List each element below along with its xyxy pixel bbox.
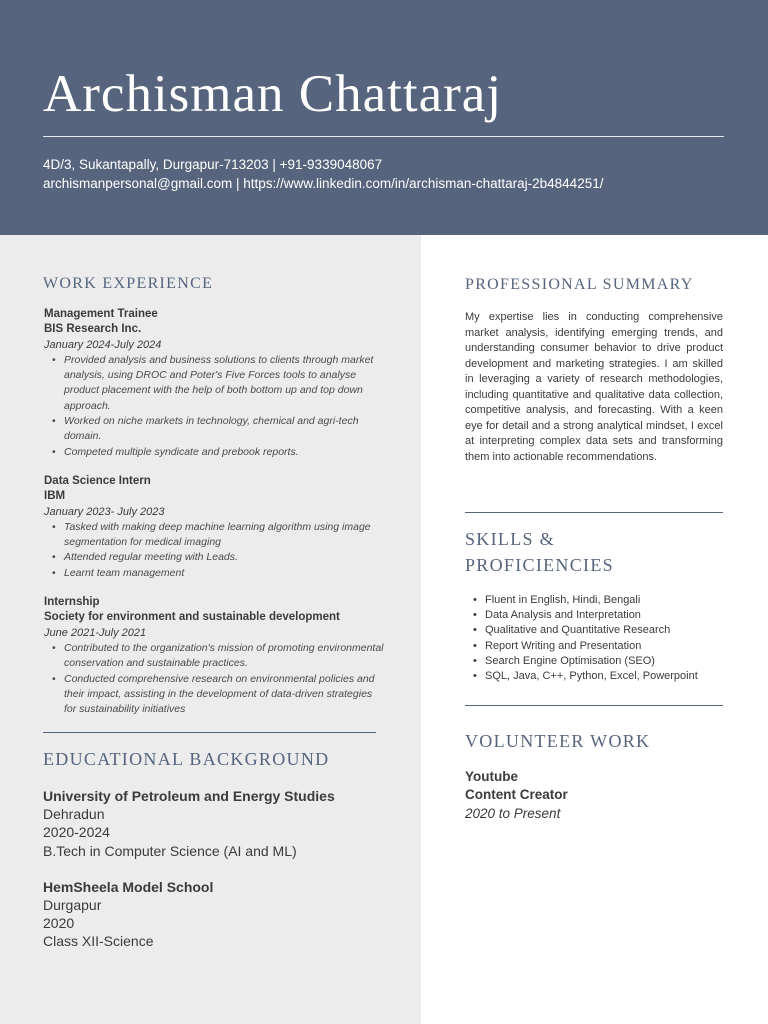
skill-item: • Search Engine Optimisation (SEO) bbox=[485, 654, 723, 669]
job-bullet: • Competed multiple syndicate and prebook reports. bbox=[64, 445, 384, 460]
work-experience-title: WORK EXPERIENCE bbox=[43, 275, 214, 292]
job-bullet: • Provided analysis and business solutions to clients through market analysis, using DROC and Poter's Five Forces tools to analyse product placement with the help of both bottom up and top down approach. bbox=[64, 353, 384, 414]
header-divider bbox=[43, 136, 724, 137]
school-location: Dehradun bbox=[43, 806, 105, 823]
professional-summary-title: PROFESSIONAL SUMMARY bbox=[465, 276, 694, 293]
job-bullet: • Conducted comprehensive research on environmental policies and their impact, assisting in the development of data-driven strategies for sustainability initiatives bbox=[64, 672, 384, 718]
job-dates: June 2021-July 2021 bbox=[44, 626, 147, 639]
left-column bbox=[0, 235, 421, 1024]
job-bullets bbox=[44, 641, 384, 717]
right-column bbox=[421, 235, 768, 1024]
contact-email-linkedin: archismanpersonal@gmail.com | https://www.linkedin.com/in/archisman-chattaraj-2b4844251/ bbox=[43, 175, 604, 191]
education-list bbox=[43, 787, 383, 969]
job-organization: Society for environment and sustainable development bbox=[44, 611, 340, 624]
school-name: HemSheela Model School bbox=[43, 878, 214, 895]
job-entry bbox=[44, 474, 384, 581]
education-degree: Class XII-Science bbox=[43, 933, 154, 950]
skills-title: SKILLS & PROFICIENCIES bbox=[465, 529, 614, 575]
skill-item: • Fluent in English, Hindi, Bengali bbox=[485, 593, 723, 608]
education-years: 2020 bbox=[43, 915, 75, 932]
volunteer-role: Content Creator bbox=[465, 787, 568, 803]
job-bullet: • Learnt team management bbox=[64, 566, 384, 581]
volunteer-dates: 2020 to Present bbox=[465, 805, 561, 821]
school-name: University of Petroleum and Energy Studies bbox=[43, 788, 335, 804]
volunteer-work-title: VOLUNTEER WORK bbox=[465, 731, 651, 751]
education-entry bbox=[43, 787, 383, 860]
skill-item: • Report Writing and Presentation bbox=[485, 639, 723, 654]
resume-header bbox=[0, 0, 768, 235]
job-role: Management Trainee bbox=[44, 308, 158, 320]
skill-item: • Qualitative and Quantitative Research bbox=[485, 623, 723, 638]
job-bullet: • Tasked with making deep machine learning algorithm using image segmentation for medical imaging bbox=[64, 520, 384, 551]
work-experience-list bbox=[44, 307, 384, 731]
skill-item: • SQL, Java, C++, Python, Excel, Powerpoint bbox=[485, 669, 723, 684]
job-bullet: • Contributed to the organization's mission of promoting environmental conservation and sustainable practices. bbox=[64, 641, 384, 672]
job-dates: January 2023- July 2023 bbox=[44, 505, 165, 518]
skill-item: • Data Analysis and Interpretation bbox=[485, 608, 723, 623]
skills-list bbox=[465, 593, 723, 684]
education-entry bbox=[43, 878, 383, 951]
job-entry bbox=[44, 307, 384, 460]
job-dates: January 2024-July 2024 bbox=[44, 338, 162, 351]
job-role: Internship bbox=[44, 596, 100, 609]
job-organization: BIS Research Inc. bbox=[44, 323, 142, 336]
job-bullets bbox=[44, 520, 384, 581]
education-title: EDUCATIONAL BACKGROUND bbox=[43, 749, 330, 769]
job-bullets bbox=[44, 353, 384, 460]
section-divider bbox=[465, 705, 723, 706]
job-entry bbox=[44, 595, 384, 717]
contact-address-phone: 4D/3, Sukantapally, Durgapur-713203 | +91-9339048067 bbox=[43, 157, 383, 172]
education-years: 2020-2024 bbox=[43, 824, 110, 841]
section-divider bbox=[43, 732, 376, 733]
candidate-name: Archisman Chattaraj bbox=[43, 65, 503, 123]
section-divider bbox=[465, 512, 723, 513]
job-organization: IBM bbox=[44, 490, 66, 503]
professional-summary-text: My expertise lies in conducting comprehensive market analysis, identifying emerging trends, and understanding consumer behavior to drive product development and marketing strategies. I am skilled in leveraging a variety of research methodologies, including quantitative and qualitative data collection, competitive analysis, and forecasting. With a keen eye for detail and a strong analytical mindset, I excel at interpreting complex data sets and transforming them into actionable recommendations. bbox=[465, 311, 723, 463]
education-degree: B.Tech in Computer Science (AI and ML) bbox=[43, 842, 297, 859]
volunteer-organization: Youtube bbox=[465, 769, 518, 784]
contact-info bbox=[43, 156, 603, 193]
volunteer-entry bbox=[465, 768, 568, 823]
job-bullet: • Attended regular meeting with Leads. bbox=[64, 550, 384, 565]
job-bullet: • Worked on niche markets in technology, chemical and agri-tech domain. bbox=[64, 414, 384, 445]
job-role: Data Science Intern bbox=[44, 474, 151, 487]
school-location: Durgapur bbox=[43, 897, 102, 914]
